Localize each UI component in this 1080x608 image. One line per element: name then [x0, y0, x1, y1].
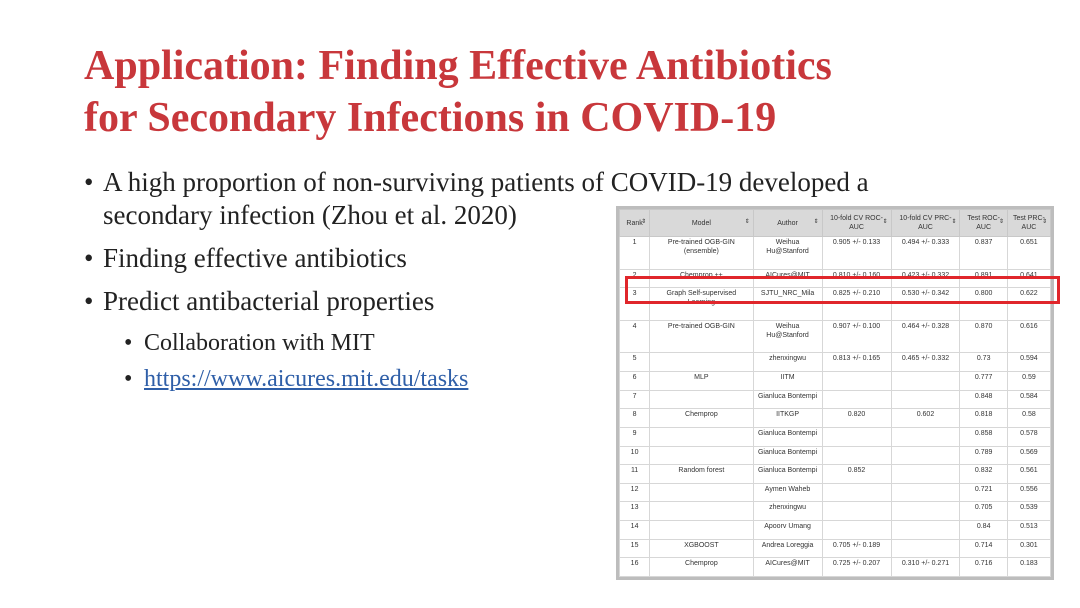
table-cell: 0.818 [960, 409, 1007, 428]
bullet-dot: • [124, 330, 133, 356]
table-cell [650, 390, 753, 409]
sort-icon[interactable]: ⇕ [813, 219, 819, 225]
column-header[interactable] [620, 210, 650, 237]
table-cell [891, 465, 960, 484]
table-cell: 0.714 [960, 539, 1007, 558]
table-cell: Random forest [650, 465, 753, 484]
table-cell [891, 483, 960, 502]
sort-icon[interactable]: ⇕ [951, 219, 957, 225]
table-cell: zhenxingwu [753, 353, 822, 372]
table-cell: 0.891 [960, 269, 1007, 288]
table-cell: 0.423 +/- 0.332 [891, 269, 960, 288]
table-cell [891, 539, 960, 558]
table-cell: 0.852 [822, 465, 891, 484]
table-cell [650, 502, 753, 521]
table-cell: 0.578 [1007, 427, 1050, 446]
table-row [620, 372, 1051, 391]
table-cell: AICures@MIT [753, 558, 822, 577]
table-cell: 0.800 [960, 288, 1007, 321]
sort-icon[interactable]: ⇕ [641, 219, 647, 225]
table-cell: 0.641 [1007, 269, 1050, 288]
column-header-label: Author [777, 219, 798, 227]
table-cell: 0.725 +/- 0.207 [822, 558, 891, 577]
column-header[interactable] [650, 210, 753, 237]
table-cell: 12 [620, 483, 650, 502]
column-header[interactable] [822, 210, 891, 237]
table-cell: 15 [620, 539, 650, 558]
table-cell: SJTU_NRC_Mila [753, 288, 822, 321]
table-cell: 5 [620, 353, 650, 372]
table-cell: 0.594 [1007, 353, 1050, 372]
column-header[interactable] [1007, 210, 1050, 237]
table-cell [650, 521, 753, 540]
table-cell: 0.556 [1007, 483, 1050, 502]
table-cell: 0.622 [1007, 288, 1050, 321]
table-row [620, 558, 1051, 577]
table-cell: Weihua Hu@Stanford [753, 320, 822, 353]
sort-icon[interactable]: ⇕ [1041, 219, 1047, 225]
table-cell: 0.721 [960, 483, 1007, 502]
table-cell: 0.465 +/- 0.332 [891, 353, 960, 372]
table-cell: 0.584 [1007, 390, 1050, 409]
table-cell: 4 [620, 320, 650, 353]
table-cell: Pre-trained OGB-GIN (ensemble) [650, 237, 753, 270]
table-cell: 0.705 +/- 0.189 [822, 539, 891, 558]
table-cell: 9 [620, 427, 650, 446]
table-row [620, 539, 1051, 558]
table-cell: 14 [620, 521, 650, 540]
table-cell [891, 502, 960, 521]
bullet-dot: • [84, 243, 94, 273]
column-header[interactable] [891, 210, 960, 237]
rank-3-highlight-box [625, 276, 1060, 304]
table-cell [822, 502, 891, 521]
table-cell: zhenxingwu [753, 502, 822, 521]
column-header[interactable] [960, 210, 1007, 237]
table-row [620, 409, 1051, 428]
sort-icon[interactable]: ⇕ [744, 219, 750, 225]
table-cell: 0.310 +/- 0.271 [891, 558, 960, 577]
bullet-text: Finding effective antibiotics [103, 243, 407, 273]
table-cell: Gianluca Bontempi [753, 390, 822, 409]
slide-title [84, 40, 1044, 144]
table-cell: 0.810 +/- 0.160 [822, 269, 891, 288]
sub-bullet-text: Collaboration with MIT [144, 330, 375, 356]
table-cell: Aymen Waheb [753, 483, 822, 502]
table-cell [891, 446, 960, 465]
table-cell [822, 521, 891, 540]
leaderboard-table-image [616, 206, 1054, 580]
table-header-row [620, 210, 1051, 237]
table-cell: 0.539 [1007, 502, 1050, 521]
table-cell: 10 [620, 446, 650, 465]
table-cell: 0.569 [1007, 446, 1050, 465]
table-cell: Pre-trained OGB-GIN [650, 320, 753, 353]
table-cell: 0.905 +/- 0.133 [822, 237, 891, 270]
table-cell [822, 390, 891, 409]
table-cell: 0.777 [960, 372, 1007, 391]
table-cell: 0.832 [960, 465, 1007, 484]
table-cell [650, 483, 753, 502]
column-header-label: 10-fold CV ROC-AUC [830, 215, 883, 231]
bullet-dot: • [84, 286, 94, 316]
table-cell [891, 372, 960, 391]
table-cell: 0.858 [960, 427, 1007, 446]
table-cell [650, 427, 753, 446]
bullet-item [84, 166, 1044, 199]
table-cell: 13 [620, 502, 650, 521]
sort-icon[interactable]: ⇕ [998, 219, 1004, 225]
table-row [620, 465, 1051, 484]
table-cell: Gianluca Bontempi [753, 427, 822, 446]
leaderboard-table [619, 209, 1051, 577]
table-cell: 0.602 [891, 409, 960, 428]
table-cell [822, 372, 891, 391]
table-cell: 0.73 [960, 353, 1007, 372]
table-cell: 0.301 [1007, 539, 1050, 558]
table-cell: IITM [753, 372, 822, 391]
table-cell: 0.837 [960, 237, 1007, 270]
table-cell: AICures@MIT [753, 269, 822, 288]
table-cell [891, 521, 960, 540]
bullet-dot: • [124, 366, 133, 392]
table-cell: Chemprop [650, 558, 753, 577]
table-cell: 0.513 [1007, 521, 1050, 540]
table-cell: 0.716 [960, 558, 1007, 577]
table-row [620, 502, 1051, 521]
sort-icon[interactable]: ⇕ [882, 219, 888, 225]
table-cell: 0.651 [1007, 237, 1050, 270]
table-cell: Gianluca Bontempi [753, 446, 822, 465]
column-header-label: Test ROC-AUC [967, 215, 1000, 231]
table-cell: 0.813 +/- 0.165 [822, 353, 891, 372]
column-header-label: Rank [626, 219, 643, 227]
table-row [620, 446, 1051, 465]
column-header-label: Test PRC-AUC [1012, 215, 1045, 231]
table-row [620, 237, 1051, 270]
slide-title-line-2: for Secondary Infections in COVID-19 [84, 95, 777, 141]
table-cell [822, 427, 891, 446]
table-cell [822, 483, 891, 502]
table-cell: 16 [620, 558, 650, 577]
table-cell: Chemprop ++ [650, 269, 753, 288]
table-cell: 0.705 [960, 502, 1007, 521]
table-cell: 0.464 +/- 0.328 [891, 320, 960, 353]
table-row [620, 427, 1051, 446]
table-cell: Andrea Loreggia [753, 539, 822, 558]
table-cell: 0.825 +/- 0.210 [822, 288, 891, 321]
table-cell [650, 446, 753, 465]
table-row [620, 390, 1051, 409]
table-cell: 0.530 +/- 0.342 [891, 288, 960, 321]
bullet-text: secondary infection (Zhou et al. 2020) [103, 200, 517, 230]
table-cell: 0.84 [960, 521, 1007, 540]
table-cell: 3 [620, 288, 650, 321]
table-row [620, 353, 1051, 372]
table-cell: Weihua Hu@Stanford [753, 237, 822, 270]
table-cell: 6 [620, 372, 650, 391]
column-header-label: Model [691, 219, 711, 227]
table-cell: 0.494 +/- 0.333 [891, 237, 960, 270]
table-row [620, 521, 1051, 540]
table-cell: 8 [620, 409, 650, 428]
bullet-text: Predict antibacterial properties [103, 286, 435, 316]
table-cell [650, 353, 753, 372]
table-cell [822, 446, 891, 465]
table-cell: 1 [620, 237, 650, 270]
table-cell: 11 [620, 465, 650, 484]
table-cell: 0.870 [960, 320, 1007, 353]
bullet-dot: • [84, 167, 94, 197]
table-cell [891, 427, 960, 446]
table-cell: MLP [650, 372, 753, 391]
column-header-label: 10-fold CV PRC-AUC [899, 215, 952, 231]
table-cell: 2 [620, 269, 650, 288]
slide-title-line-1: Application: Finding Effective Antibiotics [84, 43, 832, 89]
table-cell: 0.616 [1007, 320, 1050, 353]
table-cell: IITKGP [753, 409, 822, 428]
aicures-link[interactable]: https://www.aicures.mit.edu/tasks [144, 366, 469, 392]
table-cell: 0.848 [960, 390, 1007, 409]
table-cell: 0.907 +/- 0.100 [822, 320, 891, 353]
table-row [620, 483, 1051, 502]
table-cell [891, 390, 960, 409]
table-cell: 0.561 [1007, 465, 1050, 484]
table-row [620, 320, 1051, 353]
table-cell: 0.58 [1007, 409, 1050, 428]
table-cell: XGBOOST [650, 539, 753, 558]
table-cell: 0.789 [960, 446, 1007, 465]
table-cell: Gianluca Bontempi [753, 465, 822, 484]
bullet-text: A high proportion of non-surviving patients of COVID-19 developed a [103, 167, 869, 197]
table-cell: 0.820 [822, 409, 891, 428]
table-cell: 0.183 [1007, 558, 1050, 577]
table-cell: Chemprop [650, 409, 753, 428]
table-cell: Graph Self-supervised Learning [650, 288, 753, 321]
table-cell: 7 [620, 390, 650, 409]
table-cell: Apoorv Umang [753, 521, 822, 540]
table-cell: 0.59 [1007, 372, 1050, 391]
column-header[interactable] [753, 210, 822, 237]
